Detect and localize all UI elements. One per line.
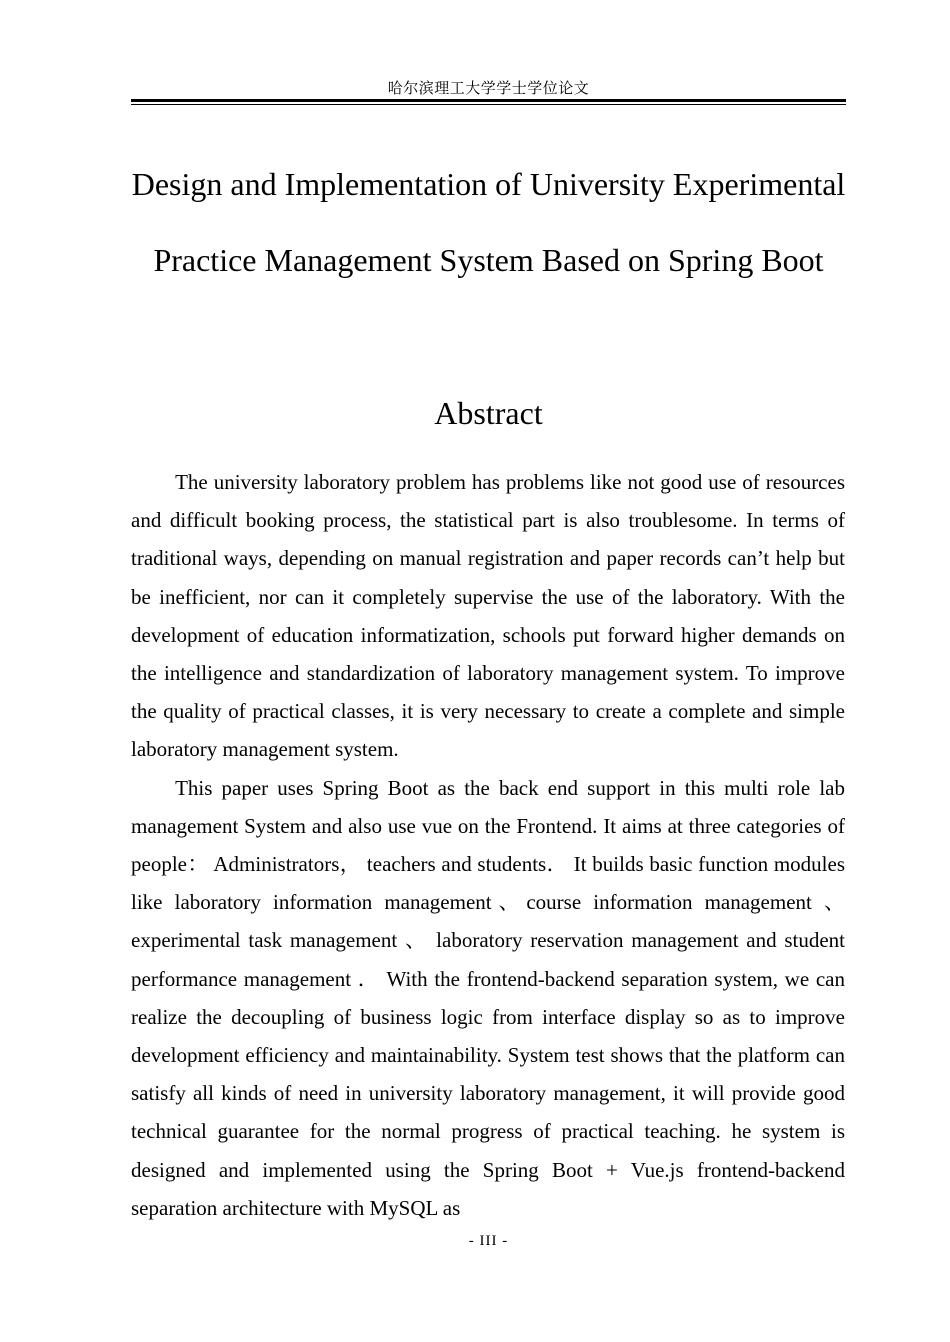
abstract-paragraph-1: The university laboratory problem has problems like not good use of resources and difficult booking process, the statistical part is also troublesome. In terms of traditional ways, depending on manual registration and paper records can’t help but be inefficient, nor can it completely supervise the use of the laboratory. With the development of education informatization, schools put forward higher demands on the intelligence and standardization of laboratory management system. To improve the quality of practical classes, it is very necessary to create a complete and simple laboratory management system. xyxy=(131,470,845,762)
page-number: - III - xyxy=(468,1233,509,1249)
abstract-heading: Abstract xyxy=(434,395,543,431)
abstract-body xyxy=(131,463,845,1227)
paper-title: Design and Implementation of University Experimental Practice Management System Based on Spring Boot xyxy=(131,166,846,278)
header-rule-thick xyxy=(131,99,846,102)
header-rule-thin xyxy=(131,104,846,105)
abstract-paragraph-2: This paper uses Spring Boot as the back end support in this multi role lab management System and also use vue on the Frontend. It aims at three categories of people： Administrators， teachers and students． It builds basic function modules like laboratory information management、course information management 、 experimental task management 、 laboratory reservation management and student performance management ． With the frontend-backend separation system, we can realize the decoupling of business logic from interface display so as to improve development efficiency and maintainability. System test shows that the platform can satisfy all kinds of need in university laboratory management, it will provide good technical guarantee for the normal progress of practical teaching. he system is designed and implemented using the Spring Boot + Vue.js frontend-backend separation architecture with MySQL as xyxy=(131,775,845,1220)
running-header: 哈尔滨理工大学学士学位论文 xyxy=(387,79,590,97)
